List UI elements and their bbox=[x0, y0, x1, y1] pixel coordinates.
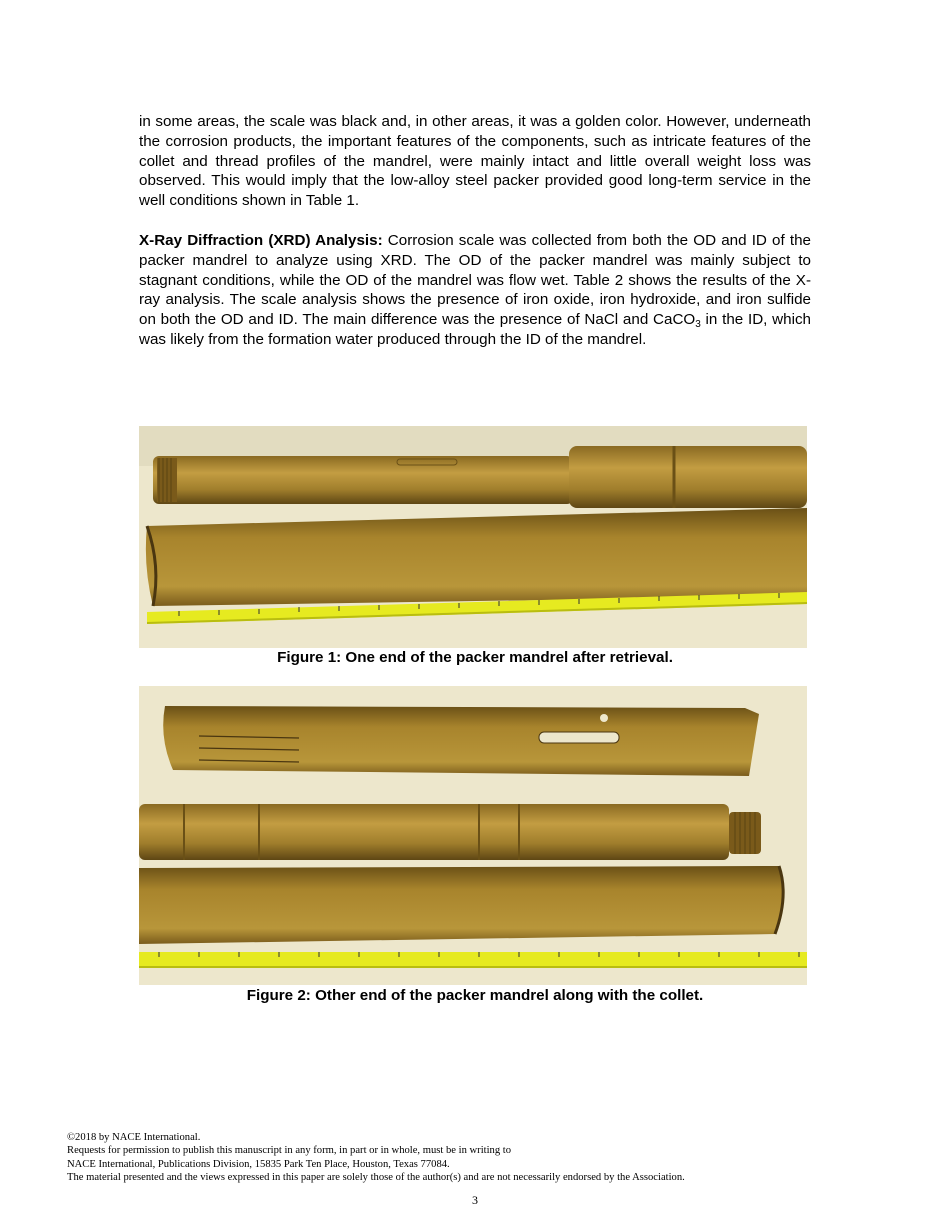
figure-1-photo bbox=[139, 426, 807, 648]
figure-2-photo bbox=[139, 686, 807, 985]
body-paragraph-xrd bbox=[139, 231, 811, 350]
figure-1-caption: Figure 1: One end of the packer mandrel after retrieval. bbox=[277, 649, 673, 666]
footer-line-3: NACE International, Publications Division, 15835 Park Ten Place, Houston, Texas 77084. bbox=[67, 1158, 450, 1170]
body-paragraph-1: in some areas, the scale was black and, in other areas, it was a golden color. However, underneath the corrosion products, the important features of the components, such as intricate features of the collet and thread profiles of the mandrel, were mainly intact and little overall weight loss was observed. This would imply that the low-alloy steel packer provided good long-term service in the well conditions shown in Table 1. bbox=[139, 113, 811, 210]
figure-2-caption: Figure 2: Other end of the packer mandrel along with the collet. bbox=[246, 987, 704, 1004]
footer-line-1: ©2018 by NACE International. bbox=[67, 1132, 201, 1143]
xrd-text-1: Corrosion scale was collected from both the OD and ID of the packer mandrel to analyze using XRD. The OD of the packer mandrel was mainly subject to stagnant conditions, while the OD of the mandrel was flow wet. Table 2 shows the results of the X-ray analysis. The scale analysis shows the presence of iron oxide, iron hydroxide, and iron sulfide on both the OD and ID. The main difference was the presence of NaCl and CaCO bbox=[139, 232, 812, 329]
caco3-subscript: 3 bbox=[695, 319, 701, 331]
page-number: 3 bbox=[472, 1193, 478, 1207]
xrd-text-2: in the ID, which was likely from the formation water produced through the ID of the mandrel. bbox=[139, 311, 811, 348]
copyright-footer bbox=[67, 1131, 887, 1184]
footer-line-2: Requests for permission to publish this manuscript in any form, in part or in whole, must be in writing to bbox=[67, 1145, 512, 1157]
footer-line-4: The material presented and the views expressed in this paper are solely those of the author(s) and are not necessarily endorsed by the Association. bbox=[67, 1171, 685, 1183]
xrd-heading: X-Ray Diffraction (XRD) Analysis: bbox=[139, 232, 383, 249]
